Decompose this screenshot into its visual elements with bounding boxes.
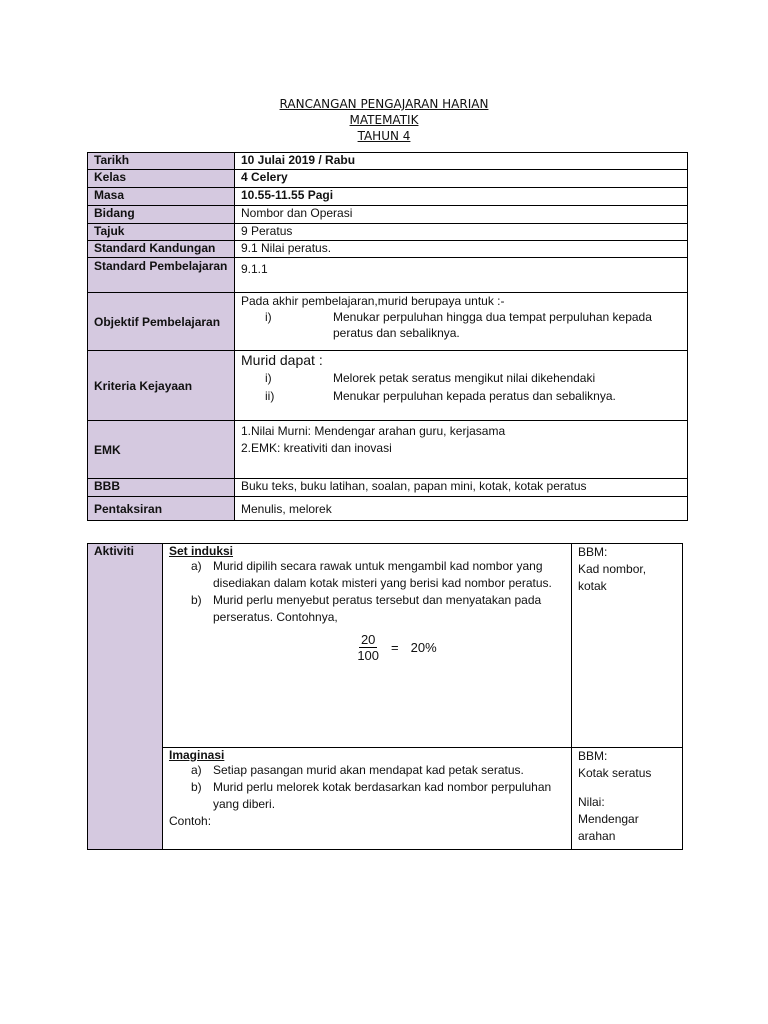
kriteria-cell [235,351,688,421]
kriteria-label: Kriteria Kejayaan [88,351,235,421]
objektif-item-text: Menukar perpuluhan hingga dua tempat perpuluhan kepada peratus dan sebaliknya. [333,310,652,340]
set-induksi-list [169,558,565,626]
row-emk [88,421,688,479]
title-line-3: TAHUN 4 [357,129,411,143]
set-induksi-bbm-cell [572,544,683,748]
kriteria-item-number: ii) [265,389,275,403]
imaginasi-item-text: Murid perlu melorek kotak berdasarkan kad nombor perpuluhan yang diberi. [213,780,552,811]
standard-kandungan-label: Standard Kandungan [88,241,235,258]
pentaksiran-value: Menulis, melorek [235,497,688,521]
bbb-label: BBB [88,479,235,497]
imaginasi-bbm-value: Kotak seratus [578,766,652,780]
kriteria-item [241,387,681,405]
row-bidang [88,206,688,224]
imaginasi-item-text: Setiap pasangan murid akan mendapat kad petak seratus. [213,763,524,777]
masa-value: 10.55-11.55 Pagi [235,188,688,206]
aktiviti-label: Aktiviti [88,544,163,850]
nilai-label: Nilai: [578,795,605,809]
bbb-value: Buku teks, buku latihan, soalan, papan mini, kotak, kotak peratus [235,479,688,497]
emk-cell [235,421,688,479]
set-induksi-bbm-value: Kad nombor, kotak [578,562,647,593]
contoh-label: Contoh: [169,814,212,828]
imaginasi-list [169,762,565,813]
imaginasi-item [169,779,565,813]
row-kriteria [88,351,688,421]
equals-sign: = [391,640,399,655]
set-induksi-title: Set induksi [169,544,234,558]
set-induksi-item-text: Murid dipilih secara rawak untuk mengambil kad nombor yang disediakan dalam kotak misteri yang berisi kad nombor peratus. [213,559,552,590]
emk-label: EMK [88,421,235,479]
standard-pembelajaran-value: 9.1.1 [235,258,688,293]
kelas-label: Kelas [88,170,235,188]
objektif-item [241,309,681,341]
kriteria-item-number: i) [265,371,272,385]
tajuk-label: Tajuk [88,224,235,241]
document-title-block [0,96,768,144]
emk-line-1: 1.Nilai Murni: Mendengar arahan guru, kerjasama [241,424,506,438]
set-induksi-item [169,592,565,626]
title-line-2: MATEMATIK [349,113,419,127]
imaginasi-item [169,762,565,779]
bidang-value: Nombor dan Operasi [235,206,688,224]
row-tarikh [88,153,688,170]
row-standard-kandungan [88,241,688,258]
masa-label: Masa [88,188,235,206]
row-bbb [88,479,688,497]
kriteria-item-text: Melorek petak seratus mengikut nilai dikehendaki [333,371,596,385]
set-induksi-item-number: b) [191,593,202,607]
fraction [357,632,379,663]
imaginasi-cell [163,748,572,850]
pentaksiran-label: Pentaksiran [88,497,235,521]
fraction-denominator: 100 [357,648,380,663]
tajuk-value: 9 Peratus [235,224,688,241]
kriteria-item [241,369,681,387]
kriteria-list [241,369,681,405]
nilai-value: Mendengar arahan [578,812,639,843]
row-tajuk [88,224,688,241]
tarikh-value: 10 Julai 2019 / Rabu [235,153,688,170]
imaginasi-bbm-cell [572,748,683,850]
activity-row-set-induksi [88,544,683,748]
set-induksi-bbm-label: BBM: [578,545,608,559]
row-masa [88,188,688,206]
imaginasi-item-number: a) [191,763,202,777]
objektif-item-number: i) [265,310,272,324]
set-induksi-cell [163,544,572,748]
bidang-label: Bidang [88,206,235,224]
objektif-label: Objektif Pembelajaran [88,293,235,351]
set-induksi-item [169,558,565,592]
standard-pembelajaran-label: Standard Pembelajaran [88,258,235,293]
activity-table [87,543,683,850]
activity-row-imaginasi [88,748,683,850]
fraction-numerator: 20 [360,632,376,647]
spacer [578,782,676,794]
imaginasi-item-number: b) [191,780,202,794]
row-standard-pembelajaran [88,258,688,293]
kriteria-intro: Murid dapat : [241,352,323,368]
objektif-list [241,309,681,341]
percent-result: 20% [410,640,437,655]
emk-line-2: 2.EMK: kreativiti dan inovasi [241,441,392,455]
lesson-info-table [87,152,688,521]
title-line-1: RANCANGAN PENGAJARAN HARIAN [279,97,489,111]
objektif-intro: Pada akhir pembelajaran,murid berupaya untuk :- [241,294,505,308]
fraction-example [229,632,565,663]
row-kelas [88,170,688,188]
row-pentaksiran [88,497,688,521]
kelas-value: 4 Celery [235,170,688,188]
objektif-cell [235,293,688,351]
tarikh-label: Tarikh [88,153,235,170]
imaginasi-title: Imaginasi [169,748,225,762]
set-induksi-item-text: Murid perlu menyebut peratus tersebut dan menyatakan pada perseratus. Contohnya, [213,593,542,624]
kriteria-item-text: Menukar perpuluhan kepada peratus dan sebaliknya. [333,389,616,403]
standard-kandungan-value: 9.1 Nilai peratus. [235,241,688,258]
row-objektif [88,293,688,351]
set-induksi-item-number: a) [191,559,202,573]
imaginasi-bbm-label: BBM: [578,749,608,763]
